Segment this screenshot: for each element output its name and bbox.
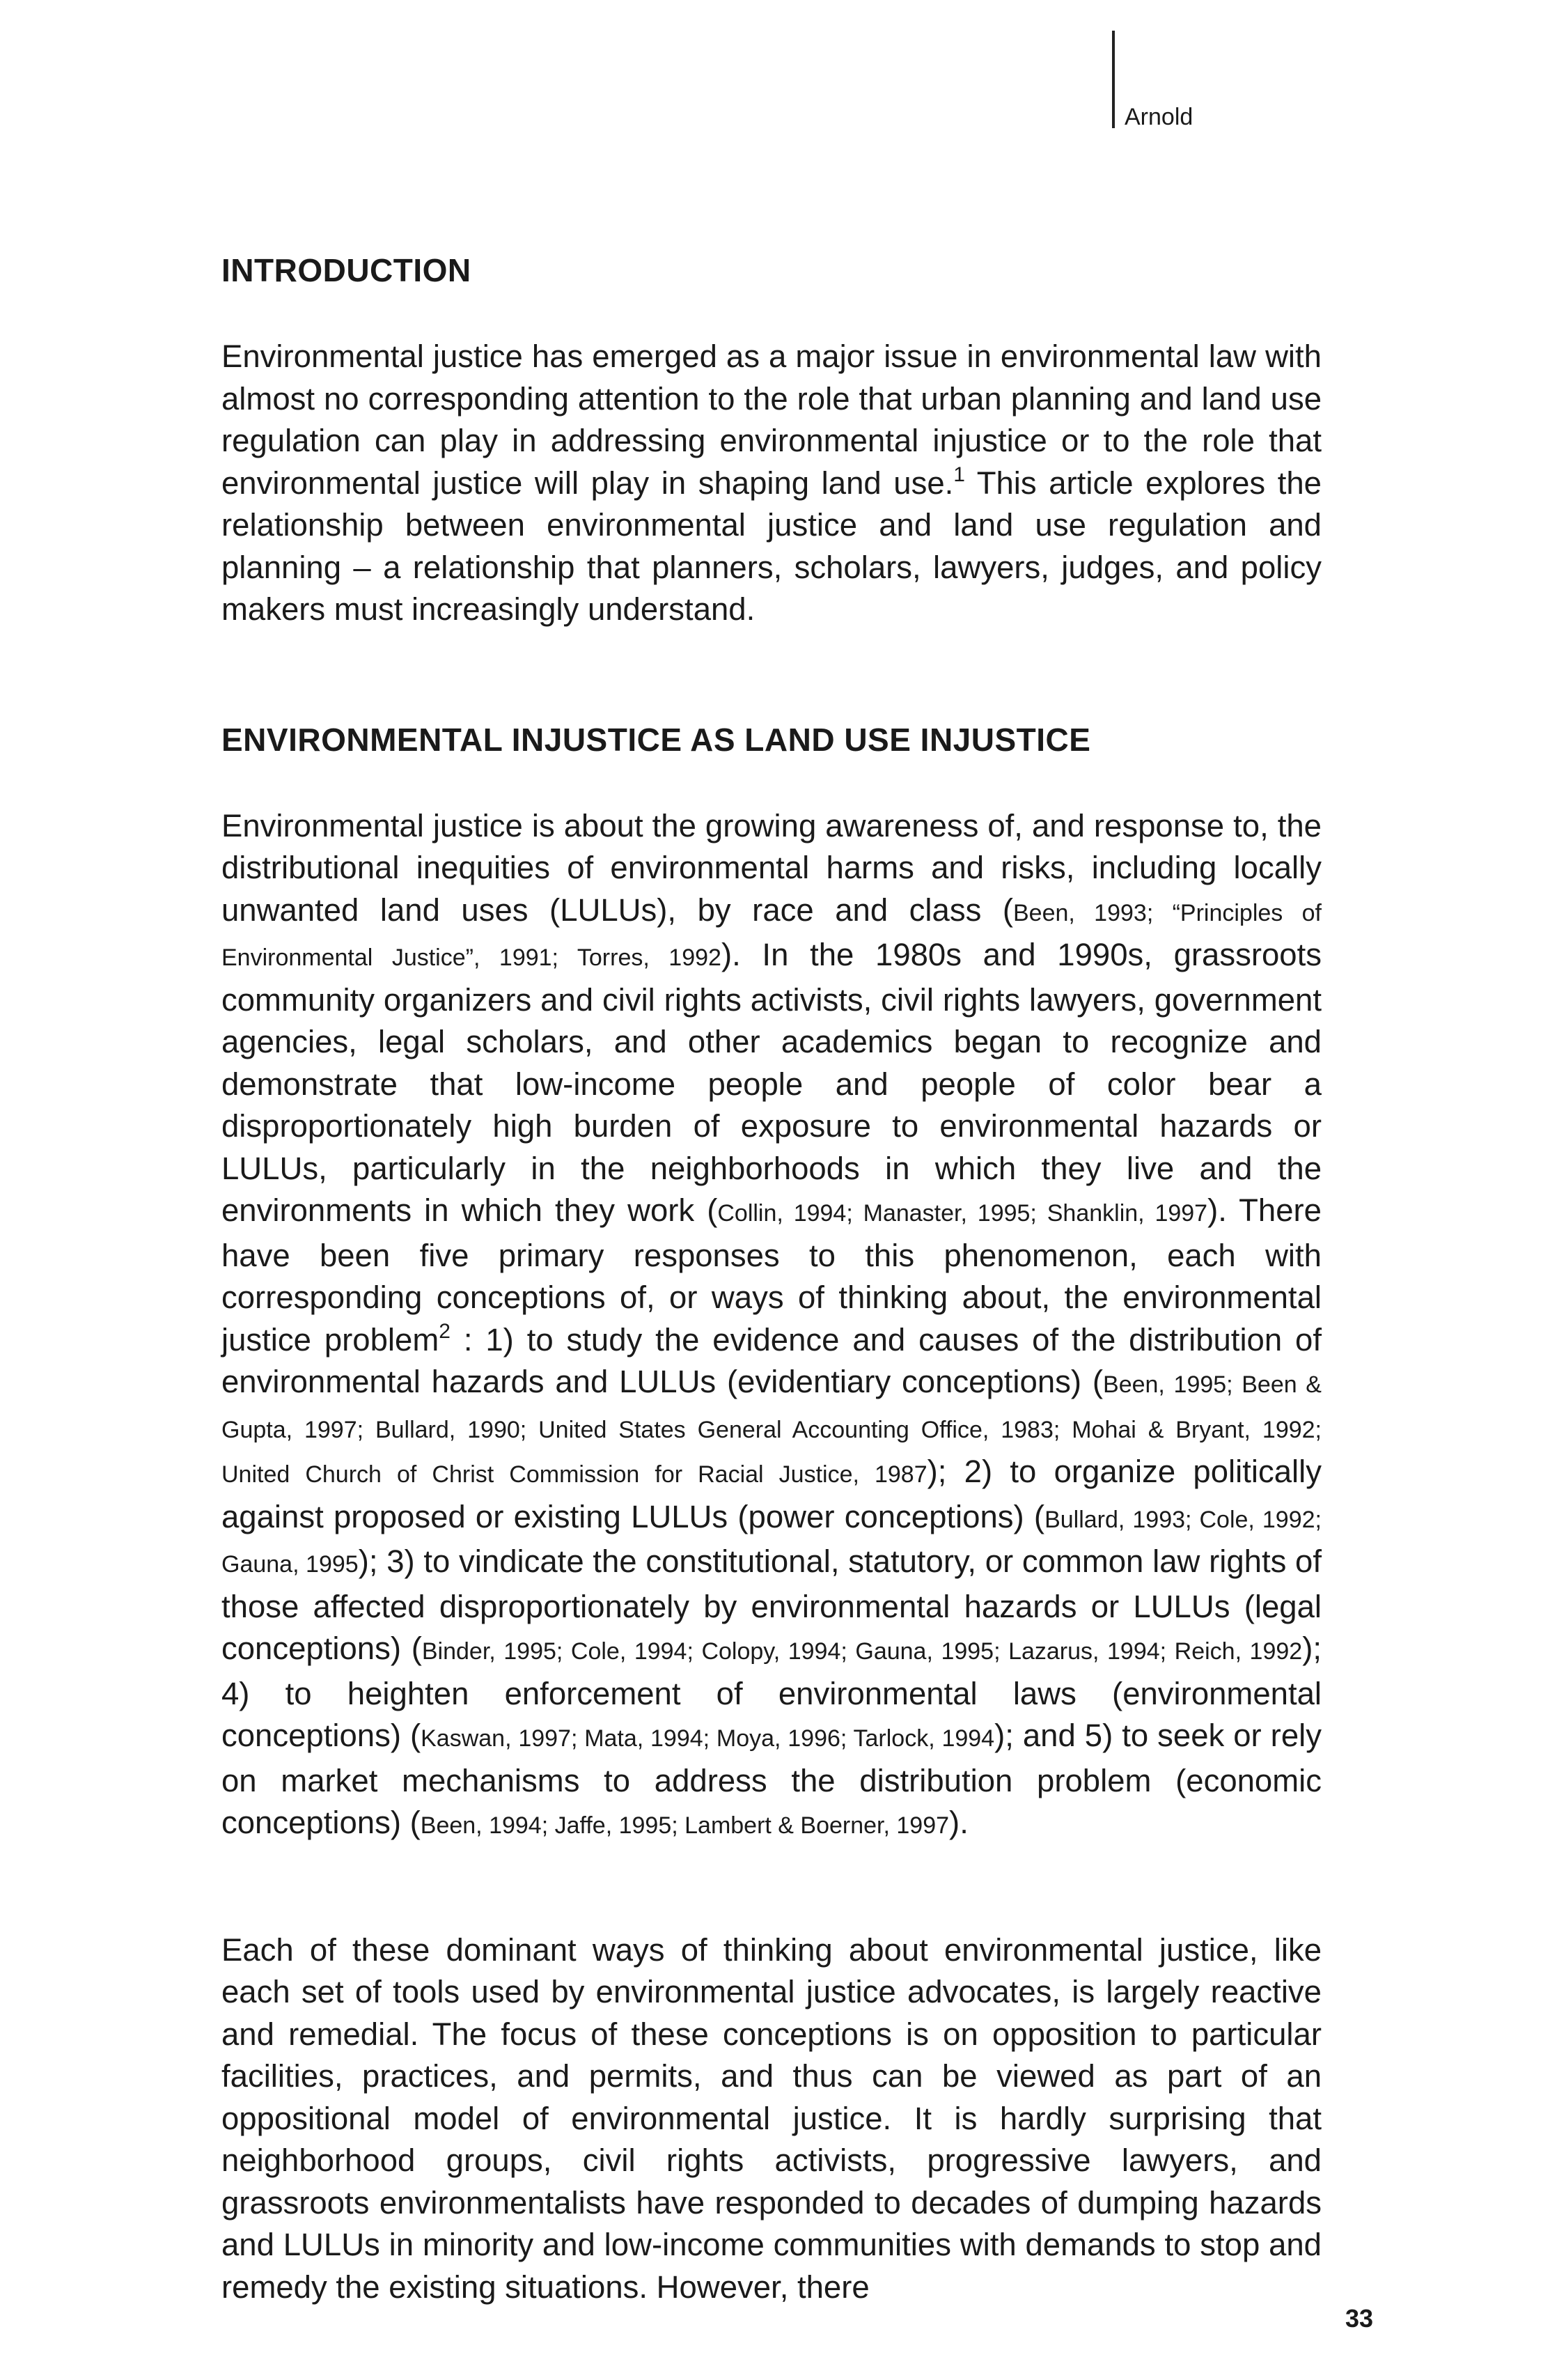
section-heading-introduction: INTRODUCTION (221, 252, 471, 288)
paragraph-environmental-justice (221, 805, 1322, 1847)
citation: Been, 1993; “Principles of Environmental Justice”, 1991; Torres, 1992 (221, 899, 1322, 971)
page-number: 33 (1345, 2304, 1373, 2333)
citation: Collin, 1994; Manaster, 1995; Shanklin, 1997 (717, 1200, 1208, 1227)
paragraph-introduction (221, 336, 1322, 631)
paragraph-text: Environmental justice is about the growing awareness of, and response to, the distributional inequities of environmental harms and risks, including locally unwanted land uses (LULUs), by race and class ( (221, 807, 1322, 928)
citation: Binder, 1995; Cole, 1994; Colopy, 1994; Gauna, 1995; Lazarus, 1994; Reich, 1992 (421, 1638, 1303, 1665)
citation: Been, 1994; Jaffe, 1995; Lambert & Boerner, 1997 (420, 1812, 950, 1839)
footnote-marker: 1 (953, 462, 965, 486)
paragraph-text: ); 2) to organize politically against proposed or existing LULUs (power conceptions) ( (221, 1454, 1322, 1534)
paragraph-text: Environmental justice has emerged as a major issue in environmental law with almost no corresponding attention to the role that urban planning and land use regulation can play in addressing environmental injustice or to the role that environmental justice will play in shaping land use. (221, 339, 1322, 501)
citation: Kaswan, 1997; Mata, 1994; Moya, 1996; Tarlock, 1994 (421, 1725, 995, 1752)
paragraph-text: ); 3) to vindicate the constitutional, statutory, or common law rights of those affected disproportionately by environmental hazards or LULUs (legal conceptions) ( (221, 1543, 1322, 1666)
paragraph-text: ). In the 1980s and 1990s, grassroots community organizers and civil rights activists, civil rights lawyers, government agencies, legal scholars, and other academics began to recognize and demonstrate that low-income people and people of color bear a disproportionately high burden of exposure to environmental hazards or LULUs, particularly in the neighborhoods in which they live and the environments in which they work ( (221, 937, 1322, 1228)
paragraph-dominant-ways: Each of these dominant ways of thinking about environmental justice, like each set of tools used by environmental justice advocates, is largely reactive and remedial. The focus of these conceptions is on opposition to particular facilities, practices, and permits, and thus can be viewed as part of an oppositional model of environmental justice. It is hardly surprising that neighborhood groups, civil rights activists, progressive lawyers, and grassroots environmentalists have responded to decades of dumping hazards and LULUs in minority and low-income communities with demands to stop and remedy the existing situations. However, there (221, 1931, 1322, 2305)
section-heading-environmental-injustice: ENVIRONMENTAL INJUSTICE AS LAND USE INJUSTICE (221, 721, 1091, 758)
paragraph-text: ); 4) to heighten enforcement of environmental laws (environmental conceptions) ( (221, 1631, 1322, 1753)
footnote-marker: 2 (439, 1319, 451, 1343)
paragraph-text: ); and 5) to seek or rely on market mechanisms to address the distribution problem (economic conceptions) ( (221, 1718, 1322, 1840)
paragraph-text: : 1) to study the evidence and causes of the distribution of environmental hazards and LULUs (evidentiary conceptions) ( (221, 1321, 1322, 1399)
citation: Been, 1995; Been & Gupta, 1997; Bullard, 1990; United States General Accounting Office, 1983; Mohai & Bryant, 1992; United Church of Christ Commission for Racial Justice, 1987 (221, 1371, 1322, 1488)
citation: Bullard, 1993; Cole, 1992; Gauna, 1995 (221, 1506, 1322, 1578)
paragraph-text: This article explores the relationship between environmental justice and land use regulation and planning – a relationship that planners, scholars, lawyers, judges, and policy makers must increasingly understand. (221, 465, 1322, 627)
paragraph-text: ). (949, 1805, 969, 1840)
running-head-rule (1112, 31, 1115, 128)
article-body (221, 251, 1322, 2308)
running-head (1112, 31, 1193, 128)
paragraph-text: ). There have been five primary responses to this phenomenon, each with corresponding conceptions of, or ways of thinking about, the environmental justice problem (221, 1192, 1322, 1358)
running-head-author: Arnold (1125, 104, 1193, 130)
